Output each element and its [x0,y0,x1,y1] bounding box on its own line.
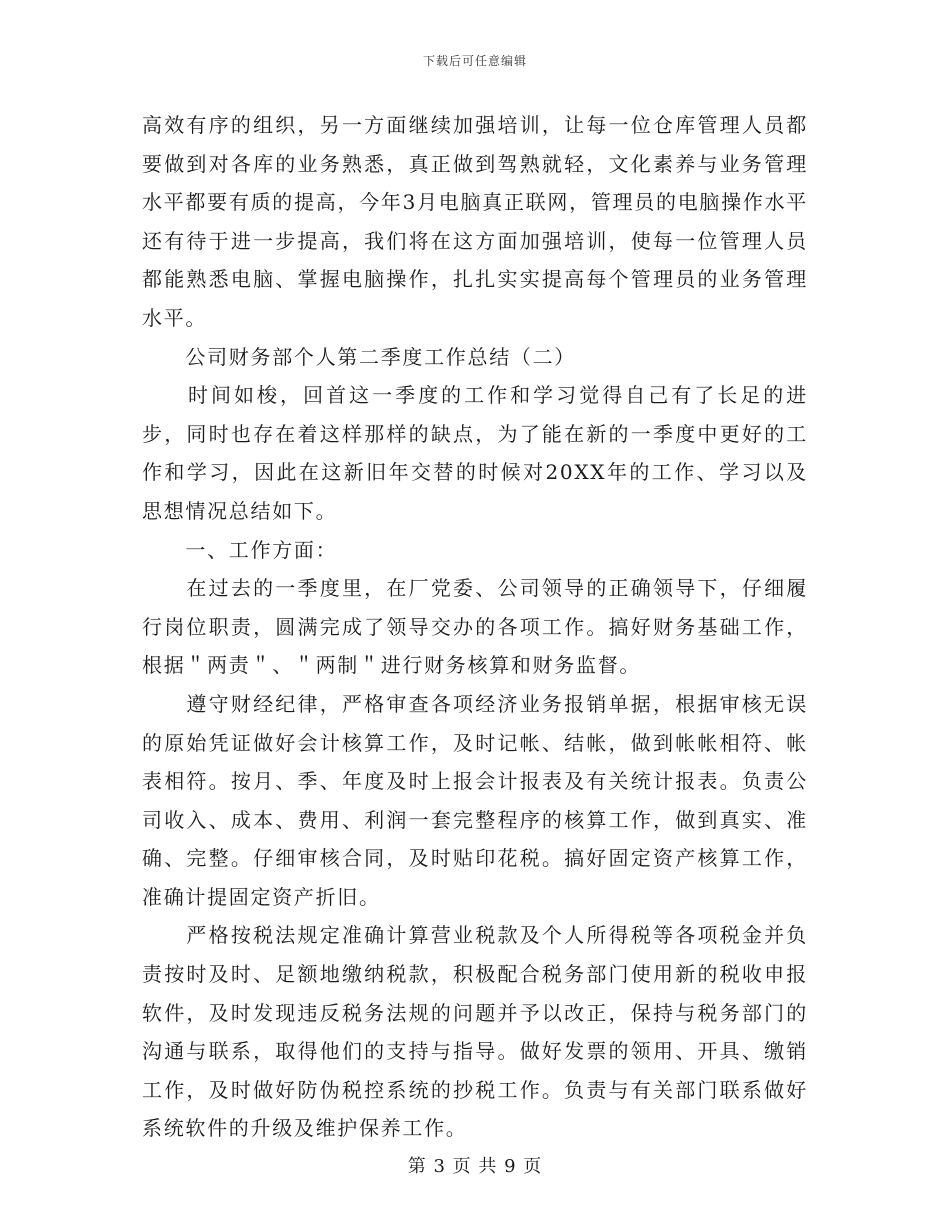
paragraph-work-overview: 在过去的一季度里，在厂党委、公司领导的正确领导下，仔细履行岗位职责，圆满完成了领导交办的各项工作。搞好财务基础工作，根据＂两责＂、＂两制＂进行财务核算和财务监督。 [142,576,808,678]
paragraph-intro: 时间如梭，回首这一季度的工作和学习觉得自己有了长足的进步，同时也存在着这样那样的缺点，为了能在新的一季度中更好的工作和学习，因此在这新旧年交替的时候对20XX年的工作、学习以及思想情况总结如下。 [142,383,808,523]
document-body [142,106,808,1148]
section-title: 公司财务部个人第二季度工作总结（二） [142,344,576,369]
page-header: 下载后可任意编辑 [422,54,527,68]
paragraph-accounting: 遵守财经纪律，严格审查各项经济业务报销单据，根据审核无误的原始凭证做好会计核算工作，及时记帐、结帐，做到帐帐相符、帐表相符。按月、季、年度及时上报会计报表及有关统计报表。负责公司收入、成本、费用、利润一套完整程序的核算工作，做到真实、准确、完整。仔细审核合同，及时贴印花税。搞好固定资产核算工作，准确计提固定资产折旧。 [142,691,808,909]
paragraph-continued: 高效有序的组织，另一方面继续加强培训，让每一位仓库管理人员都要做到对各库的业务熟悉，真正做到驾熟就轻，文化素养与业务管理水平都要有质的提高，今年3月电脑真正联网，管理员的电脑操作水平还有待于进一步提高，我们将在这方面加强培训，使每一位管理人员都能熟悉电脑、掌握电脑操作，扎扎实实提高每个管理员的业务管理水平。 [142,113,808,330]
paragraph-tax: 严格按税法规定准确计算营业税款及个人所得税等各项税金并负责按时及时、足额地缴纳税款，积极配合税务部门使用新的税收申报软件，及时发现违反税务法规的问题并予以改正，保持与税务部门的沟通与联系，取得他们的支持与指导。做好发票的领用、开具、缴销工作，及时做好防伪税控系统的抄税工作。负责与有关部门联系做好系统软件的升级及维护保养工作。 [142,923,808,1141]
subsection-heading: 一、工作方面： [142,537,338,562]
page-number: 第 3 页 共 9 页 [407,1156,543,1177]
